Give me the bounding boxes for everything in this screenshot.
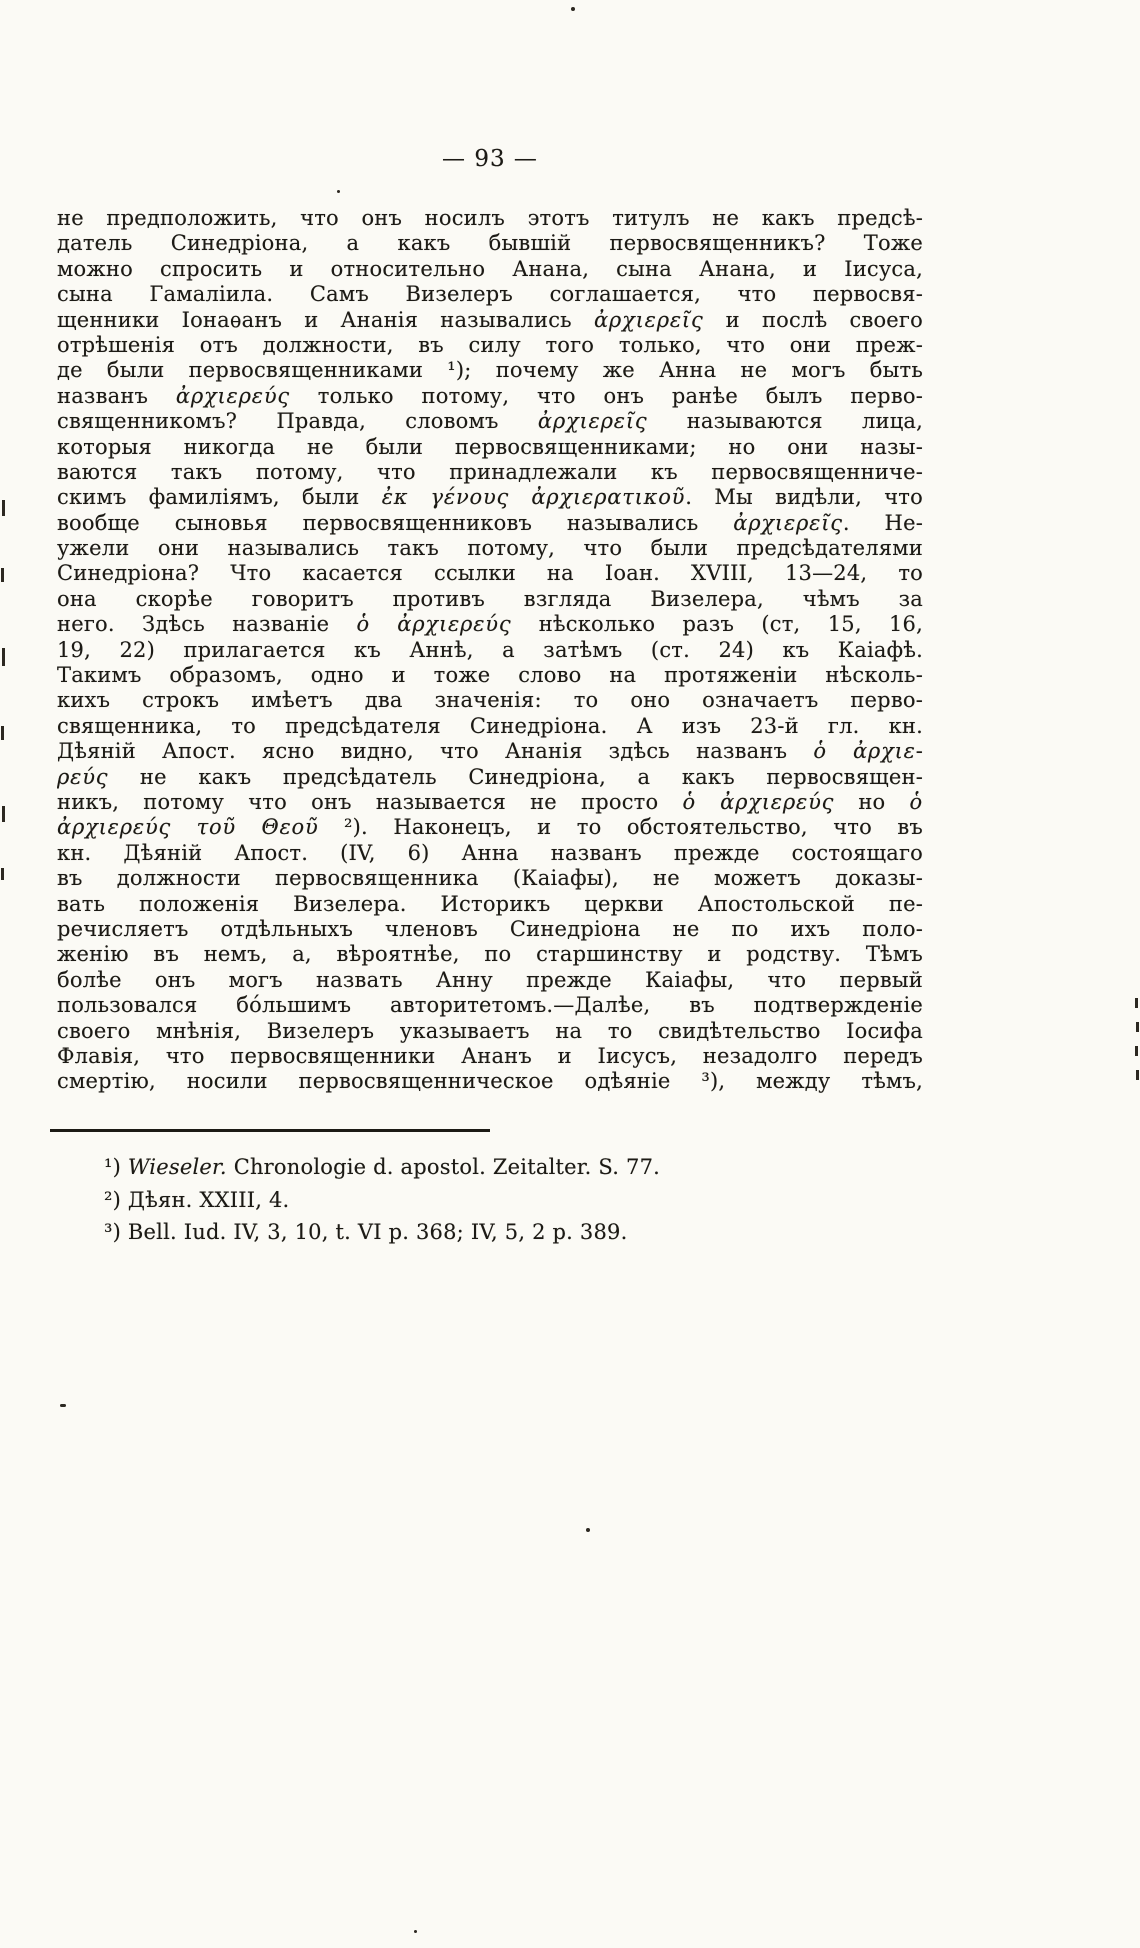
footnote-marker: ²) [104,1187,128,1212]
text-line: священникомъ? Правда, словомъ ἀρχιερεῖς называются лица, [57,409,923,434]
scan-artifact [2,806,5,822]
text-line: сына Гамаліила. Самъ Визелеръ соглашается, что первосвя- [57,282,923,307]
text-line: речисляетъ отдѣльныхъ членовъ Синедріона не по ихъ поло- [57,916,923,941]
greek-term: ἀρχιερεύς [397,612,512,637]
main-text [57,206,923,1095]
greek-term: ρεύς [57,764,109,789]
text-line: Дѣяній Апост. ясно видно, что Ананія здѣсь названъ ὁ ἀρχιε- [57,739,923,764]
greek-term: ἐκ [381,485,409,510]
scan-artifact [2,500,5,516]
text-line: Такимъ образомъ, одно и тоже слово на протяженіи нѣсколь- [57,663,923,688]
greek-term: τοῦ [196,815,236,840]
scan-artifact [337,190,340,193]
footnote-marker: ¹) [104,1155,128,1179]
greek-term: ἀρχιερεῖς [537,409,648,434]
scan-artifact [1135,998,1138,1008]
text-line: скимъ фамиліямъ, были ἐκ γένους ἀρχιερατικοῦ. Мы видѣли, что [57,485,923,510]
text-line: Флавія, что первосвященники Ананъ и Іисусъ, незадолго передъ [57,1043,923,1068]
greek-term: ἀρχιερεύς [175,383,290,408]
text-line: священника, то предсѣдателя Синедріона. А изъ 23-й гл. кн. [57,713,923,738]
greek-term: ἀρχιε [852,739,916,764]
footnote-marker: ³) [104,1220,128,1244]
scan-artifact [2,648,5,666]
text-line: ваются такъ потому, что принадлежали къ первосвященниче- [57,459,923,484]
scan-artifact [60,1404,66,1407]
scan-artifact [1136,1022,1139,1032]
scan-artifact [1,726,4,740]
text-line: отрѣшенія отъ должности, въ силу того только, что они преж- [57,332,923,357]
text-line: въ должности первосвященника (Каіафы), не можетъ доказы- [57,866,923,891]
text-line: кихъ строкъ имѣетъ два значенія: то оно означаетъ перво- [57,688,923,713]
text-line: она скорѣе говоритъ противъ взгляда Визелера, чѣмъ за [57,586,923,611]
text-line: 19, 22) прилагается къ Аннѣ, а затѣмъ (ст. 24) къ Каіафѣ. [57,637,923,662]
text-line: вообще сыновья первосвященниковъ назывались ἀρχιερεῖς. Не- [57,510,923,535]
text-line: щенники Іонаѳанъ и Ананія назывались ἀρχιερεῖς и послѣ своего [57,307,923,332]
text-line: Синедріона? Что касается ссылки на Іоан. XVIII, 13—24, то [57,561,923,586]
scan-artifact [414,1930,417,1933]
scan-artifact [586,1528,590,1532]
text-line: которыя никогда не были первосвященниками; но они назы- [57,434,923,459]
text-line: женію въ немъ, а, вѣроятнѣе, по старшинству и родству. Тѣмъ [57,942,923,967]
footnote [104,1151,924,1184]
greek-term: ἀρχιερεῖς [733,510,843,535]
footnote-text: Дѣян. XXIII, 4. [127,1187,290,1212]
greek-term: ὁ [356,612,370,637]
text-line: ρεύς не какъ предсѣдатель Синедріона, а какъ первосвящен- [57,764,923,789]
greek-term: ἀρχιερατικοῦ [531,485,686,510]
text-line: названъ ἀρχιερεύς только потому, что онъ ранѣе былъ перво- [57,383,923,408]
footnote-separator [50,1129,490,1132]
text-line: ἀρχιερεύς τοῦ Θεοῦ ²). Наконецъ, и то обстоятельство, что въ [57,815,923,840]
greek-term: ἀρχιερεύς [720,789,835,814]
footnote [104,1216,924,1249]
text-line: ужели они назывались такъ потому, что были предсѣдателями [57,536,923,561]
text-line: можно спросить и относительно Анана, сына Анана, и Іисуса, [57,256,923,281]
footnote-text-italic: Wieseler. [127,1155,227,1179]
scan-artifact [1136,1070,1139,1080]
footnotes [104,1151,924,1249]
text-line: болѣе онъ могъ назвать Анну прежде Каіафы, что первый [57,967,923,992]
scan-artifact [1135,1046,1138,1056]
text-line: не предположить, что онъ носилъ этотъ титулъ не какъ предсѣ- [57,206,923,230]
text-line: смертію, носили первосвященническое одѣяніе ³), между тѣмъ, [57,1069,923,1094]
text-line: де были первосвященниками ¹); почему же Анна не могъ быть [57,358,923,383]
text-line: никъ, потому что онъ называется не просто ὁ ἀρχιερεύς но ὁ [57,789,923,814]
page-number: — 93 — [442,146,538,172]
greek-term: Θεοῦ [261,815,319,840]
greek-term: ἀρχιερεύς [57,815,172,840]
text-line: вать положенія Визелера. Историкъ церкви Апостольской пе- [57,891,923,916]
text-line: кн. Дѣяній Апост. (IV, 6) Анна названъ прежде состоящаго [57,840,923,865]
text-line: датель Синедріона, а какъ бывшій первосвященникъ? Тоже [57,231,923,256]
greek-term: ὁ [813,739,827,764]
footnote [104,1184,924,1217]
greek-term: ὁ [682,789,696,814]
greek-term: ἀρχιερεῖς [593,307,704,332]
footnote-text: Chronologie d. apostol. Zeitalter. S. 77. [226,1155,661,1179]
text-line: него. Здѣсь названіе ὁ ἀρχιερεύς нѣсколько разъ (ст, 15, 16, [57,612,923,637]
text-line: пользовался бо́льшимъ авторитетомъ.—Далѣе, въ подтвержденіе [57,993,923,1018]
scan-artifact [1,868,4,880]
scan-artifact [571,7,575,11]
scan-artifact [1,568,4,582]
text-line: своего мнѣнія, Визелеръ указываетъ на то свидѣтельство Іосифа [57,1018,923,1043]
footnote-text: Bell. Iud. IV, 3, 10, t. VI p. 368; IV, 5, 2 p. 389. [127,1220,628,1244]
greek-term: ὁ [909,789,923,814]
greek-term: γένους [430,485,510,510]
